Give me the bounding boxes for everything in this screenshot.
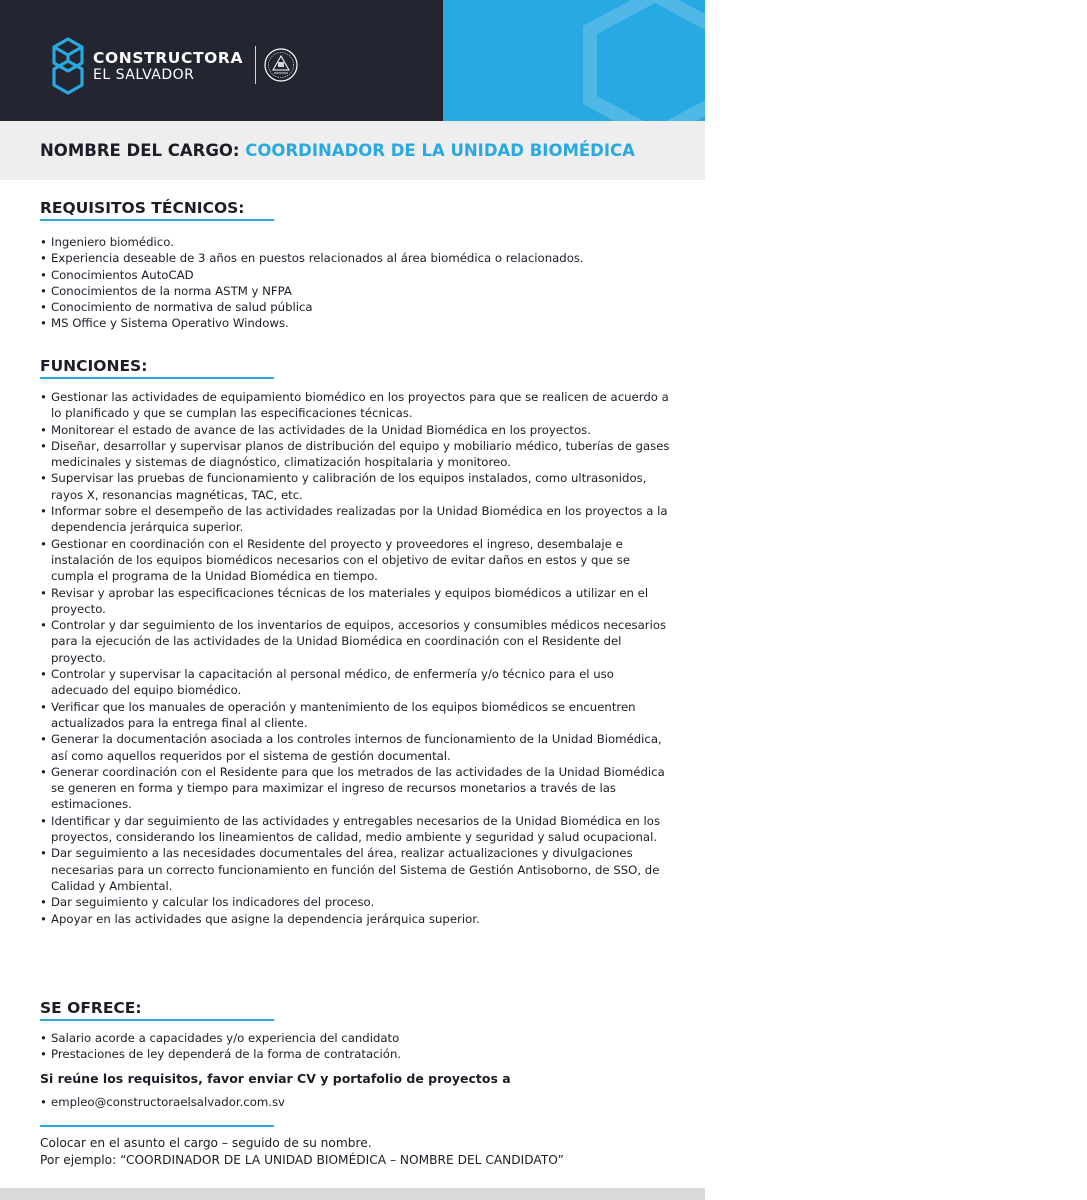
bottom-band <box>0 1188 705 1200</box>
list-item: • Ingeniero biomédico. <box>40 234 670 250</box>
offer-rule <box>40 1019 274 1021</box>
header-brand-panel <box>0 0 443 121</box>
functions-rule <box>40 377 274 379</box>
subject-instruction-line1: Colocar en el asunto el cargo – seguido de su nombre. <box>40 1136 372 1150</box>
requirements-rule <box>40 219 274 221</box>
email-link[interactable]: • empleo@constructoraelsalvador.com.sv <box>40 1094 670 1110</box>
list-item: • Verificar que los manuales de operación y mantenimiento de los equipos biomédicos se encuentren actualizados para la entrega final al cliente. <box>40 699 670 732</box>
list-item: • Revisar y aprobar las especificaciones técnicas de los materiales y equipos biomédicos a utilizar en el proyecto. <box>40 585 670 618</box>
requirements-list <box>40 234 670 332</box>
opportunity-title-line1: OPORTUNIDAD <box>914 42 1087 66</box>
brand-name: CONSTRUCTORA <box>93 49 244 67</box>
list-item: • Controlar y dar seguimiento de los inventarios de equipos, accesorios y consumibles médicos necesarios para la ejecución de las actividades de la Unidad Biomédica en coordinación con el Residente del proyecto. <box>40 617 670 666</box>
list-item: • Gestionar las actividades de equipamiento biomédico en los proyectos para que se realicen de acuerdo a lo planificado y que se cumplan las especificaciones técnicas. <box>40 389 670 422</box>
list-item: • Prestaciones de ley dependerá de la forma de contratación. <box>40 1046 670 1062</box>
opportunity-title-line2: LABORAL <box>914 64 1023 88</box>
header-banner <box>0 0 1087 121</box>
functions-heading: FUNCIONES: <box>40 357 148 375</box>
list-item: • Generar coordinación con el Residente para que los metrados de las actividades de la Unidad Biomédica se generen en forma y tiempo para maximizar el ingreso de recursos monetarios a través de las estimaciones. <box>40 764 670 813</box>
position-title <box>40 141 635 160</box>
el-salvador-seal-icon <box>262 46 300 84</box>
brand-divider <box>255 46 256 84</box>
decorative-hexagon-icon <box>525 0 725 140</box>
list-item: • Diseñar, desarrollar y supervisar planos de distribución del equipo y mobiliario médico, tuberías de gases medicinales y sistemas de diagnóstico, climatización hospitalaria y monitoreo. <box>40 438 670 471</box>
requirements-heading: REQUISITOS TÉCNICOS: <box>40 199 245 217</box>
position-value: COORDINADOR DE LA UNIDAD BIOMÉDICA <box>245 141 635 160</box>
list-item: • MS Office y Sistema Operativo Windows. <box>40 315 670 331</box>
list-item: • Identificar y dar seguimiento de las actividades y entregables necesarios de la Unidad Biomédica en los proyectos, considerando los lineamientos de calidad, medio ambiente y seguridad y salud ocupacional. <box>40 813 670 846</box>
list-item: • Conocimientos AutoCAD <box>40 267 670 283</box>
subject-example-line: Por ejemplo: “COORDINADOR DE LA UNIDAD BIOMÉDICA – NOMBRE DEL CANDIDATO” <box>40 1153 564 1167</box>
contact-list <box>40 1094 670 1110</box>
list-item: • Monitorear el estado de avance de las actividades de la Unidad Biomédica en los proyectos. <box>40 422 670 438</box>
offer-heading: SE OFRECE: <box>40 999 142 1017</box>
footer-rule <box>40 1125 274 1127</box>
subject-instructions <box>40 1135 564 1169</box>
list-item: • Dar seguimiento y calcular los indicadores del proceso. <box>40 894 670 910</box>
opportunity-title <box>914 43 1087 87</box>
list-item: • Informar sobre el desempeño de las actividades realizadas por la Unidad Biomédica en los proyectos a la dependencia jerárquica superior. <box>40 503 670 536</box>
list-item: • Experiencia deseable de 3 años en puestos relacionados al área biomédica o relacionados. <box>40 250 670 266</box>
header-opportunity-panel <box>443 0 1087 121</box>
functions-list <box>40 389 670 927</box>
offer-list <box>40 1030 670 1063</box>
brand-subtitle: EL SALVADOR <box>93 67 195 83</box>
list-item: • Conocimiento de normativa de salud pública <box>40 299 670 315</box>
list-item: • Controlar y supervisar la capacitación al personal médico, de enfermería y/o técnico para el uso adecuado del equipo biomédico. <box>40 666 670 699</box>
list-item: • Dar seguimiento a las necesidades documentales del área, realizar actualizaciones y divulgaciones necesarias para un correcto funcionamiento en función del Sistema de Gestión Antisoborno, de SSO, de Calidad y Ambiental. <box>40 845 670 894</box>
list-item: • Gestionar en coordinación con el Residente del proyecto y proveedores el ingreso, desembalaje e instalación de los equipos biomédicos necesarios con el objetivo de evitar daños en estos y que se cumpla el programa de la Unidad Biomédica en tiempo. <box>40 536 670 585</box>
list-item: • Conocimientos de la norma ASTM y NFPA <box>40 283 670 299</box>
constructora-logo-icon <box>51 36 85 96</box>
list-item: • Generar la documentación asociada a los controles internos de funcionamiento de la Unidad Biomédica, así como aquellos requeridos por el sistema de gestión documental. <box>40 731 670 764</box>
position-label: NOMBRE DEL CARGO: <box>40 141 240 160</box>
list-item: • Salario acorde a capacidades y/o experiencia del candidato <box>40 1030 670 1046</box>
list-item: • Apoyar en las actividades que asigne la dependencia jerárquica superior. <box>40 911 670 927</box>
apply-instructions: Si reúne los requisitos, favor enviar CV y portafolio de proyectos a <box>40 1071 511 1086</box>
list-item: • Supervisar las pruebas de funcionamiento y calibración de los equipos instalados, como ultrasonidos, rayos X, resonancias magnéticas, TAC, etc. <box>40 470 670 503</box>
